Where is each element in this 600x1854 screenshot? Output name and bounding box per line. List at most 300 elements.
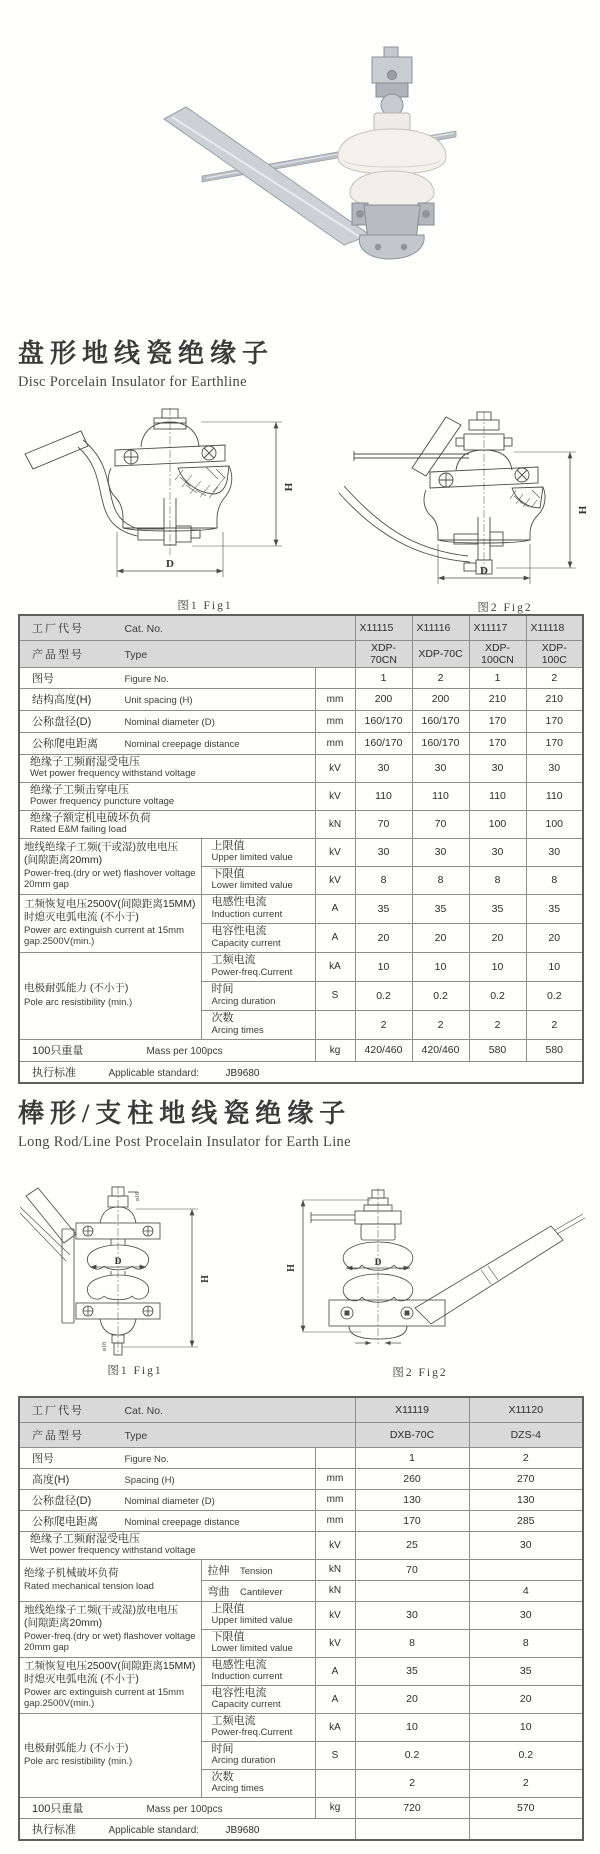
value-cell: 160/170 — [355, 710, 412, 732]
value-cell: 10 — [355, 1713, 469, 1741]
section1-title-cn: 盘形地线瓷绝缘子 — [18, 339, 275, 368]
label-en: Cat. No. — [124, 1404, 163, 1417]
table-row-height — [19, 1468, 583, 1489]
label-en: Unit spacing (H) — [124, 695, 193, 706]
table-row-figure — [19, 667, 583, 688]
unit-cell — [315, 1769, 355, 1797]
table-row-wet-withstand — [19, 754, 583, 782]
label-en: Nominal diameter (D) — [124, 1495, 215, 1507]
unit-cell: kN — [315, 1580, 355, 1601]
label-cn: 公称爬电距离 — [32, 1515, 98, 1528]
value-cell: 0.2 — [355, 981, 412, 1010]
value-cell: 2 — [355, 1010, 412, 1039]
value-cell: 70 — [355, 810, 412, 838]
label-en: Nominal diameter (D) — [124, 717, 215, 728]
value-cell — [355, 1818, 469, 1840]
unit-cell: A — [315, 894, 355, 923]
label-en: Spacing (H) — [124, 1474, 175, 1486]
table-row-tension — [19, 1559, 583, 1580]
fig-dim-h-label: H — [286, 1264, 297, 1272]
label-cn: 工频恢复电压2500V(间隙距离15MM) — [24, 1659, 196, 1672]
value-cell: 285 — [469, 1510, 583, 1531]
label-cn: 下限值 — [211, 867, 245, 880]
sub-label-cell — [201, 952, 315, 981]
fig-dia-top-label: ø16 — [135, 1192, 141, 1201]
table-row-pf-current — [19, 952, 583, 981]
label-cn: 公称盘径(D) — [32, 716, 92, 728]
label-cn: 地线绝缘子工频(干或湿)放电电压 — [24, 840, 178, 853]
value-cell: 580 — [526, 1039, 583, 1061]
group-label-cell — [19, 838, 201, 894]
value-cell: 200 — [355, 688, 412, 710]
value-cell: 20 — [412, 923, 469, 952]
label-cn: 电极耐弧能力 (不小于) — [24, 1741, 129, 1754]
section1-fig2-drawing — [316, 408, 591, 590]
unit-cell: mm — [315, 1510, 355, 1531]
value-cell: 170 — [469, 732, 526, 754]
section1-spec-table — [18, 614, 584, 1084]
value-cell: 30 — [469, 838, 526, 866]
value-cell: 1 — [355, 667, 412, 688]
group-label-cell — [19, 952, 201, 1039]
value-cell: XDP-100C — [526, 640, 583, 667]
value-cell: 270 — [469, 1468, 583, 1489]
label-cn: 公称盘径(D) — [32, 1494, 92, 1507]
label-cn: 结构高度(H) — [32, 694, 92, 706]
value-cell: 170 — [355, 1510, 469, 1531]
sub-label-cell — [201, 1559, 315, 1580]
label-en: Capacity current — [211, 1699, 281, 1711]
sub-label-cell — [201, 1769, 315, 1797]
label-cn: 弯曲 — [207, 1585, 230, 1598]
unit-cell: kV — [315, 754, 355, 782]
section2-header — [18, 1100, 351, 1151]
value-cell: 2 — [469, 1010, 526, 1039]
table-row-flashover-upper — [19, 838, 583, 866]
section2-spec-table — [18, 1396, 584, 1841]
section1-fig2-caption: 图2 Fig2 — [477, 602, 533, 614]
row-label-cell — [19, 810, 315, 838]
value-cell: XDP-100CN — [469, 640, 526, 667]
row-label-cell — [19, 615, 355, 640]
table-row-diameter — [19, 710, 583, 732]
table-row-type — [19, 1422, 583, 1447]
table-row-wet-withstand — [19, 1531, 583, 1559]
value-cell: 420/460 — [412, 1039, 469, 1061]
value-cell: 35 — [355, 1657, 469, 1685]
unit-cell: A — [315, 923, 355, 952]
fig-dim-d-label: D — [480, 565, 488, 577]
label-cn: 执行标准 — [32, 1066, 76, 1079]
label-cn: 时间 — [211, 983, 234, 996]
value-cell: X11118 — [526, 615, 583, 640]
label-cn: 公称爬电距离 — [32, 738, 98, 750]
label-cn: 工频电流 — [211, 1714, 256, 1727]
label-en: Power arc extinguish current at 15mm gap.2500V(min.) — [24, 925, 184, 948]
section2-fig1-drawing — [18, 1183, 218, 1358]
row-label-cell — [19, 1531, 315, 1559]
label-cn: 次数 — [211, 1770, 234, 1783]
value-cell: 20 — [469, 1685, 583, 1713]
label-en: Power-freq.Current — [211, 966, 293, 978]
group-label-cell — [19, 1601, 201, 1657]
unit-cell — [315, 1010, 355, 1039]
table-row-creepage — [19, 732, 583, 754]
product-photo — [122, 45, 482, 260]
fig-dim-d-label: D — [374, 1258, 382, 1268]
row-label-cell — [19, 1039, 315, 1061]
sub-label-cell — [201, 981, 315, 1010]
value-cell: DXB-70C — [355, 1422, 469, 1447]
label-en: Power arc extinguish current at 15mm gap.2500V(min.) — [24, 1687, 184, 1710]
value-cell: 30 — [355, 838, 412, 866]
unit-cell: mm — [315, 732, 355, 754]
value-cell: 70 — [412, 810, 469, 838]
unit-cell: kV — [315, 838, 355, 866]
group-label-cell — [19, 894, 201, 952]
value-cell: 110 — [412, 782, 469, 810]
value-cell: 4 — [469, 1580, 583, 1601]
label-cn: 工厂代号 — [32, 622, 84, 635]
value-cell: 2 — [469, 1447, 583, 1468]
value-cell: 2 — [355, 1769, 469, 1797]
value-cell: 30 — [355, 1601, 469, 1629]
label-cn: 产品型号 — [32, 1429, 84, 1442]
group-label-cell — [19, 1713, 201, 1797]
label-cn: 绝缘子额定机电破坏负荷 — [30, 811, 151, 824]
label-en: Arcing times — [211, 1024, 264, 1036]
label-cn: 高度(H) — [32, 1473, 70, 1486]
value-cell: 30 — [526, 754, 583, 782]
label-cn: 时熄灭电弧电流 (不小于) — [24, 1673, 139, 1686]
label-en: Type — [124, 648, 148, 661]
value-cell: 8 — [412, 866, 469, 894]
label-en: Wet power frequency withstand voltage — [30, 1545, 196, 1557]
value-cell: XDP-70C — [412, 640, 469, 667]
label-en: Tension — [239, 1565, 273, 1577]
unit-cell: kV — [315, 1629, 355, 1657]
value-cell: 130 — [469, 1489, 583, 1510]
table-row-catno — [19, 1397, 583, 1422]
unit-cell: S — [315, 1741, 355, 1769]
label-cn: 时熄灭电弧电流 (不小于) — [24, 911, 139, 924]
label-cn: 绝缘子工频耐湿受电压 — [30, 755, 140, 768]
row-label-cell — [19, 1447, 315, 1468]
table-row-pf-current — [19, 1713, 583, 1741]
value-cell: 30 — [469, 754, 526, 782]
label-en: Power-freq.Current — [211, 1727, 293, 1739]
label-en: Arcing duration — [211, 995, 276, 1007]
label-cn: 时间 — [211, 1742, 234, 1755]
section1-title-en: Disc Porcelain Insulator for Earthline — [18, 373, 247, 390]
value-cell: 10 — [526, 952, 583, 981]
value-cell: 8 — [469, 866, 526, 894]
fig-dia-bottom-label: ø18 — [102, 1342, 108, 1351]
sub-label-cell — [201, 1601, 315, 1629]
label-cn: 工厂代号 — [32, 1404, 84, 1417]
label-cn: 绝缘子工频耐湿受电压 — [30, 1532, 140, 1545]
value-cell: 110 — [526, 782, 583, 810]
row-label-cell — [19, 667, 315, 688]
table-row-catno — [19, 615, 583, 640]
unit-cell: kV — [315, 1531, 355, 1559]
unit-cell: kg — [315, 1797, 355, 1818]
value-cell: 100 — [469, 810, 526, 838]
row-label-cell — [19, 1468, 315, 1489]
value-cell: X11120 — [469, 1397, 583, 1422]
label-en: Mass per 100pcs — [146, 1803, 223, 1815]
row-label-cell — [19, 1797, 315, 1818]
unit-cell: mm — [315, 1489, 355, 1510]
unit-cell: A — [315, 1685, 355, 1713]
label-cn: 上限值 — [211, 1602, 245, 1615]
unit-cell: kV — [315, 866, 355, 894]
label-en: Power-freq.(dry or wet) flashover voltage 20mm gap — [24, 1631, 196, 1654]
label-cn: 电极耐弧能力 (不小于) — [24, 982, 129, 995]
label-en: Pole arc resistibility (min.) — [24, 996, 133, 1008]
value-cell: 35 — [469, 1657, 583, 1685]
value-cell: 35 — [526, 894, 583, 923]
section1-fig1-drawing — [20, 405, 305, 590]
table-row-diameter — [19, 1489, 583, 1510]
value-cell — [469, 1818, 583, 1840]
label-en: Lower limited value — [211, 880, 293, 892]
value-cell — [355, 1580, 469, 1601]
label-cn: 上限值 — [211, 839, 245, 852]
label-en: Induction current — [211, 1671, 283, 1683]
value-cell: 720 — [355, 1797, 469, 1818]
row-label-cell — [19, 640, 355, 667]
label-en: Rated E&M failing load — [30, 824, 127, 836]
label-en: Nominal creepage distance — [124, 1516, 240, 1528]
value-cell: 2 — [526, 1010, 583, 1039]
table-row-type — [19, 640, 583, 667]
label-cn: 绝缘子工频击穿电压 — [30, 783, 129, 796]
value-cell: 70 — [355, 1559, 469, 1580]
label-en: Upper limited value — [211, 1615, 293, 1627]
value-cell: 30 — [469, 1601, 583, 1629]
unit-cell: mm — [315, 710, 355, 732]
label-en: Induction current — [211, 908, 283, 920]
value-cell: 170 — [526, 710, 583, 732]
label-en: Capacity current — [211, 937, 281, 949]
value-cell: 35 — [412, 894, 469, 923]
value-cell: X11119 — [355, 1397, 469, 1422]
value-cell: 160/170 — [412, 732, 469, 754]
fig-dim-h-label: H — [198, 1275, 209, 1283]
label-cn: 次数 — [211, 1012, 234, 1025]
group-label-cell — [19, 1559, 201, 1601]
value-cell: 0.2 — [469, 981, 526, 1010]
value-cell: 8 — [355, 1629, 469, 1657]
label-en: Type — [124, 1429, 148, 1442]
value-cell: DZS-4 — [469, 1422, 583, 1447]
unit-cell: kV — [315, 1601, 355, 1629]
unit-cell: kV — [315, 782, 355, 810]
unit-cell: S — [315, 981, 355, 1010]
section2-fig2-caption: 图2 Fig2 — [392, 1367, 448, 1379]
unit-cell: kA — [315, 952, 355, 981]
value-cell: 2 — [526, 667, 583, 688]
unit-cell: A — [315, 1657, 355, 1685]
value-cell: 160/170 — [355, 732, 412, 754]
value-cell: 2 — [412, 1010, 469, 1039]
row-label-cell — [19, 1489, 315, 1510]
row-label-cell — [19, 1397, 355, 1422]
row-label-cell — [19, 710, 315, 732]
row-label-cell — [19, 782, 315, 810]
standard-value: JB9680 — [225, 1067, 260, 1079]
table-row-mass — [19, 1797, 583, 1818]
value-cell: 20 — [469, 923, 526, 952]
sub-label-cell — [201, 894, 315, 923]
row-label-cell — [19, 1510, 315, 1531]
label-en: Wet power frequency withstand voltage — [30, 768, 196, 780]
table-row-induction — [19, 1657, 583, 1685]
value-cell: 10 — [412, 952, 469, 981]
label-en: Mass per 100pcs — [146, 1046, 223, 1057]
label-en: Arcing duration — [211, 1755, 276, 1767]
value-cell: 35 — [355, 894, 412, 923]
label-cn: 电感性电流 — [211, 896, 267, 909]
label-cn: 地线绝缘子工频(干或湿)放电电压 — [24, 1603, 178, 1616]
value-cell: 25 — [355, 1531, 469, 1559]
label-en: Applicable standard: — [108, 1824, 200, 1836]
unit-cell: kg — [315, 1039, 355, 1061]
fig-dim-d-label: D — [114, 1257, 122, 1267]
value-cell: 8 — [469, 1629, 583, 1657]
sub-label-cell — [201, 1741, 315, 1769]
section1-fig1-caption: 图1 Fig1 — [177, 600, 233, 612]
label-en: Cat. No. — [124, 622, 163, 635]
label-cn: 绝缘子机械破坏负荷 — [24, 1566, 119, 1579]
sub-label-cell — [201, 1010, 315, 1039]
value-cell: 170 — [469, 710, 526, 732]
label-cn: 工频恢复电压2500V(间隙距离15MM) — [24, 897, 196, 910]
unit-cell: kN — [315, 810, 355, 838]
label-cn: 产品型号 — [32, 648, 84, 661]
fig-dim-h-label: H — [576, 505, 588, 515]
sub-label-cell — [201, 1657, 315, 1685]
label-en: Upper limited value — [211, 852, 293, 864]
row-label-cell — [19, 754, 315, 782]
standard-value: JB9680 — [225, 1824, 260, 1836]
section1-header — [18, 340, 274, 391]
value-cell: 8 — [355, 866, 412, 894]
label-en: Rated mechanical tension load — [24, 1581, 154, 1593]
value-cell: 420/460 — [355, 1039, 412, 1061]
unit-cell: kN — [315, 1559, 355, 1580]
unit-cell: mm — [315, 688, 355, 710]
value-cell: 0.2 — [469, 1741, 583, 1769]
label-cn: 100只重量 — [32, 1045, 84, 1057]
value-cell: 30 — [355, 754, 412, 782]
value-cell: X11117 — [469, 615, 526, 640]
label-en: Cantilever — [239, 1586, 283, 1598]
row-label-cell — [19, 688, 315, 710]
value-cell: 110 — [355, 782, 412, 810]
standard-cell — [19, 1061, 583, 1083]
label-en: Applicable standard: — [108, 1067, 200, 1079]
label-en: Lower limited value — [211, 1643, 293, 1655]
value-cell: 20 — [355, 923, 412, 952]
section2-title-en: Long Rod/Line Post Procelain Insulator for Earth Line — [18, 1133, 351, 1150]
value-cell: 210 — [526, 688, 583, 710]
value-cell: 110 — [469, 782, 526, 810]
label-cn: 执行标准 — [32, 1823, 76, 1836]
label-cn: (间隙距离20mm) — [24, 854, 103, 867]
label-en: Power frequency puncture voltage — [30, 796, 175, 808]
value-cell: 10 — [355, 952, 412, 981]
value-cell: 2 — [412, 667, 469, 688]
value-cell: X11116 — [412, 615, 469, 640]
value-cell: 35 — [469, 894, 526, 923]
sub-label-cell — [201, 1713, 315, 1741]
label-cn: 下限值 — [211, 1630, 245, 1643]
value-cell: 20 — [355, 1685, 469, 1713]
value-cell: 30 — [526, 838, 583, 866]
value-cell: 210 — [469, 688, 526, 710]
sub-label-cell — [201, 1685, 315, 1713]
table-row-figure — [19, 1447, 583, 1468]
value-cell: 160/170 — [412, 710, 469, 732]
value-cell — [469, 1559, 583, 1580]
sub-label-cell — [201, 866, 315, 894]
value-cell: 580 — [469, 1039, 526, 1061]
label-en: Arcing times — [211, 1783, 264, 1795]
value-cell: 2 — [469, 1769, 583, 1797]
label-cn: 电感性电流 — [211, 1658, 267, 1671]
value-cell: 30 — [469, 1531, 583, 1559]
table-row-flashover-upper — [19, 1601, 583, 1629]
value-cell: 170 — [526, 732, 583, 754]
row-label-cell — [19, 1422, 355, 1447]
section2-fig2-drawing — [283, 1186, 588, 1348]
value-cell: 20 — [526, 923, 583, 952]
table-row-height — [19, 688, 583, 710]
value-cell: 1 — [469, 667, 526, 688]
unit-cell — [315, 1447, 355, 1468]
value-cell: 0.2 — [355, 1741, 469, 1769]
label-cn: 图号 — [32, 672, 54, 685]
value-cell: 30 — [412, 754, 469, 782]
value-cell: XDP-70CN — [355, 640, 412, 667]
value-cell: X11115 — [355, 615, 412, 640]
unit-cell — [315, 667, 355, 688]
label-cn: 电容性电流 — [211, 925, 267, 938]
label-en: Nominal creepage distance — [124, 739, 240, 750]
value-cell: 30 — [412, 838, 469, 866]
sub-label-cell — [201, 1629, 315, 1657]
sub-label-cell — [201, 1580, 315, 1601]
label-cn: 100只重量 — [32, 1802, 84, 1815]
table-row-puncture — [19, 782, 583, 810]
value-cell: 100 — [526, 810, 583, 838]
label-cn: 电容性电流 — [211, 1686, 267, 1699]
label-cn: (间隙距离20mm) — [24, 1617, 103, 1630]
sub-label-cell — [201, 838, 315, 866]
value-cell: 130 — [355, 1489, 469, 1510]
table-row-standard — [19, 1818, 583, 1840]
sub-label-cell — [201, 923, 315, 952]
label-en: Figure No. — [124, 1453, 169, 1465]
label-cn: 工频电流 — [211, 954, 256, 967]
section2-title-cn: 棒形/支柱地线瓷绝缘子 — [18, 1099, 352, 1128]
label-en: Power-freq.(dry or wet) flashover voltage 20mm gap — [24, 868, 196, 891]
table-row-mass — [19, 1039, 583, 1061]
label-cn: 图号 — [32, 1452, 54, 1465]
value-cell: 260 — [355, 1468, 469, 1489]
